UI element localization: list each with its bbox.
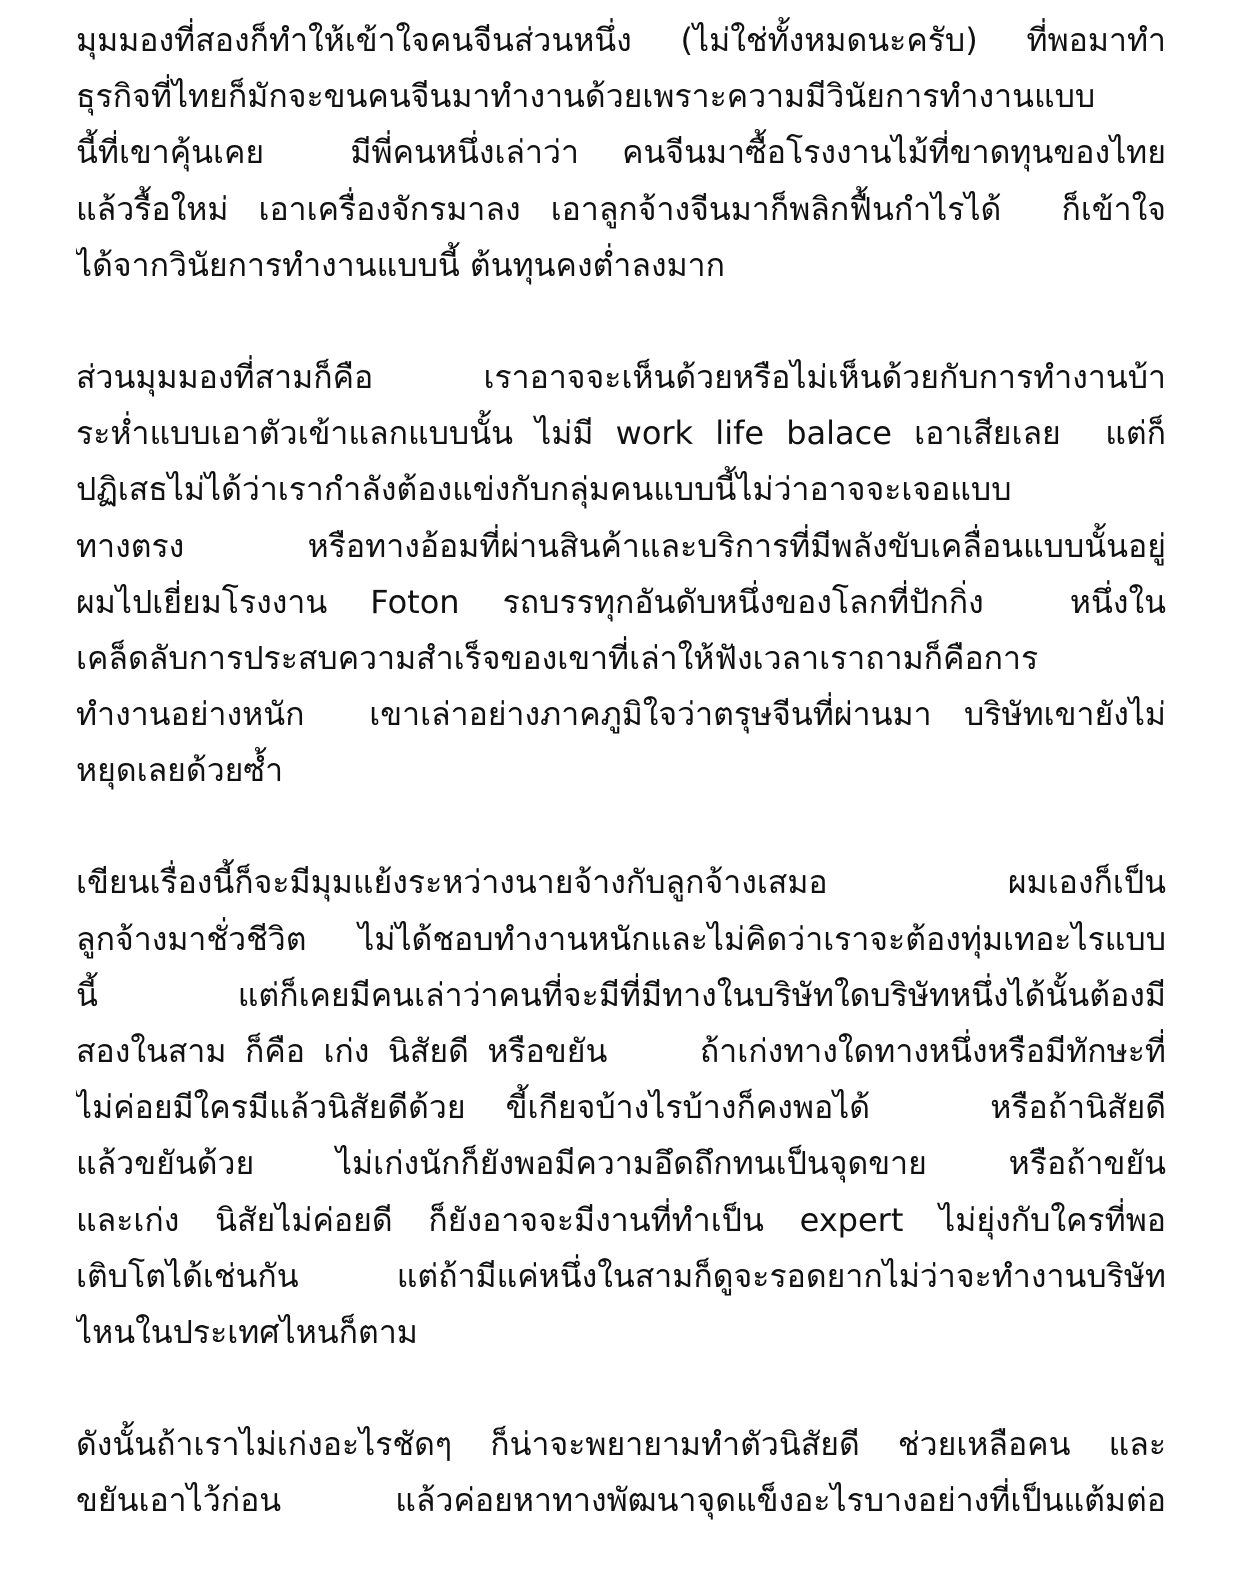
text-line: เคล็ดลับการประสบความสำเร็จของเขาที่เล่าให้ฟังเวลาเราถามก็คือการ xyxy=(76,638,1039,677)
paragraph-3 xyxy=(76,854,1166,1360)
text-line: ทางตรง หรือทางอ้อมที่ผ่านสินค้าและบริการที่มีพลังขับเคลื่อนแบบนั้นอยู่ xyxy=(76,526,1166,565)
text-line: เขียนเรื่องนี้ก็จะมีมุมแย้งระหว่างนายจ้างกับลูกจ้างเสมอ ผมเองก็เป็น xyxy=(76,863,1166,902)
text-line: ผมไปเยี่ยมโรงงาน Foton รถบรรทุกอันดับหนึ่งของโลกที่ปักกิ่ง หนึ่งใน xyxy=(76,582,1166,621)
text-line: ส่วนมุมมองที่สามก็คือ เราอาจจะเห็นด้วยหรือไม่เห็นด้วยกับการทำงานบ้า xyxy=(76,357,1166,396)
text-line: ลูกจ้างมาชั่วชีวิต ไม่ได้ชอบทำงานหนักและไม่คิดว่าเราจะต้องทุ่มเทอะไรแบบ xyxy=(76,919,1166,958)
text-line: แล้วขยันด้วย ไม่เก่งนักก็ยังพอมีความอึดถึกทนเป็นจุดขาย หรือถ้าขยัน xyxy=(76,1144,1166,1183)
text-line: ไหนในประเทศไหนก็ตาม xyxy=(76,1312,418,1351)
text-line: หยุดเลยด้วยซ้ำ xyxy=(76,751,284,790)
text-line: ปฏิเสธไม่ได้ว่าเรากำลังต้องแข่งกับกลุ่มคนแบบนี้ไม่ว่าอาจจะเจอแบบ xyxy=(76,470,1012,509)
article-body xyxy=(76,12,1166,1585)
text-line: ทำงานอย่างหนัก เขาเล่าอย่างภาคภูมิใจว่าตรุษจีนที่ผ่านมา บริษัทเขายังไม่ xyxy=(76,695,1166,734)
text-line: ระห่ำแบบเอาตัวเข้าแลกแบบนั้น ไม่มี work life balace เอาเสียเลย แต่ก็ xyxy=(76,414,1166,453)
text-line: ขยันเอาไว้ก่อน แล้วค่อยหาทางพัฒนาจุดแข็งอะไรบางอย่างที่เป็นแต้มต่อ xyxy=(76,1481,1166,1520)
text-line: สองในสาม ก็คือ เก่ง นิสัยดี หรือขยัน ถ้าเก่งทางใดทางหนึ่งหรือมีทักษะที่ xyxy=(76,1032,1166,1070)
text-line: นี้ แต่ก็เคยมีคนเล่าว่าคนที่จะมีที่มีทางในบริษัทใดบริษัทหนึ่งได้นั้นต้องมี xyxy=(76,975,1166,1014)
text-line: ดังนั้นถ้าเราไม่เก่งอะไรชัดๆ ก็น่าจะพยายามทำตัวนิสัยดี ช่วยเหลือคน และ xyxy=(76,1425,1166,1464)
text-line: มุมมองที่สองก็ทำให้เข้าใจคนจีนส่วนหนึ่ง (ไม่ใช่ทั้งหมดนะครับ) ที่พอมาทำ xyxy=(76,21,1166,59)
text-line: เติบโตได้เช่นกัน แต่ถ้ามีแค่หนึ่งในสามก็ดูจะรอดยากไม่ว่าจะทำงานบริษัท xyxy=(76,1256,1166,1295)
text-line: ไม่ค่อยมีใครมีแล้วนิสัยดีด้วย ขี้เกียจบ้างไรบ้างก็คงพอได้ หรือถ้านิสัยดี xyxy=(76,1088,1166,1127)
text-line: แล้วรื้อใหม่ เอาเครื่องจักรมาลง เอาลูกจ้างจีนมาก็พลิกฟื้นกำไรได้ ก็เข้าใจ xyxy=(76,189,1166,228)
paragraph-2 xyxy=(76,349,1166,799)
paragraph-4 xyxy=(76,1416,1166,1528)
text-line: ธุรกิจที่ไทยก็มักจะขนคนจีนมาทำงานด้วยเพราะความมีวินัยการทำงานแบบ xyxy=(76,77,1096,116)
text-line: ได้จากวินัยการทำงานแบบนี้ ต้นทุนคงต่ำลงมาก xyxy=(76,245,725,284)
text-line: และเก่ง นิสัยไม่ค่อยดี ก็ยังอาจจะมีงานที่ทำเป็น expert ไม่ยุ่งกับใครที่พอ xyxy=(76,1200,1166,1239)
text-line: นี้ที่เขาคุ้นเคย มีพี่คนหนึ่งเล่าว่า คนจีนมาซื้อโรงงานไม้ที่ขาดทุนของไทย xyxy=(76,133,1166,172)
paragraph-1 xyxy=(76,12,1166,293)
